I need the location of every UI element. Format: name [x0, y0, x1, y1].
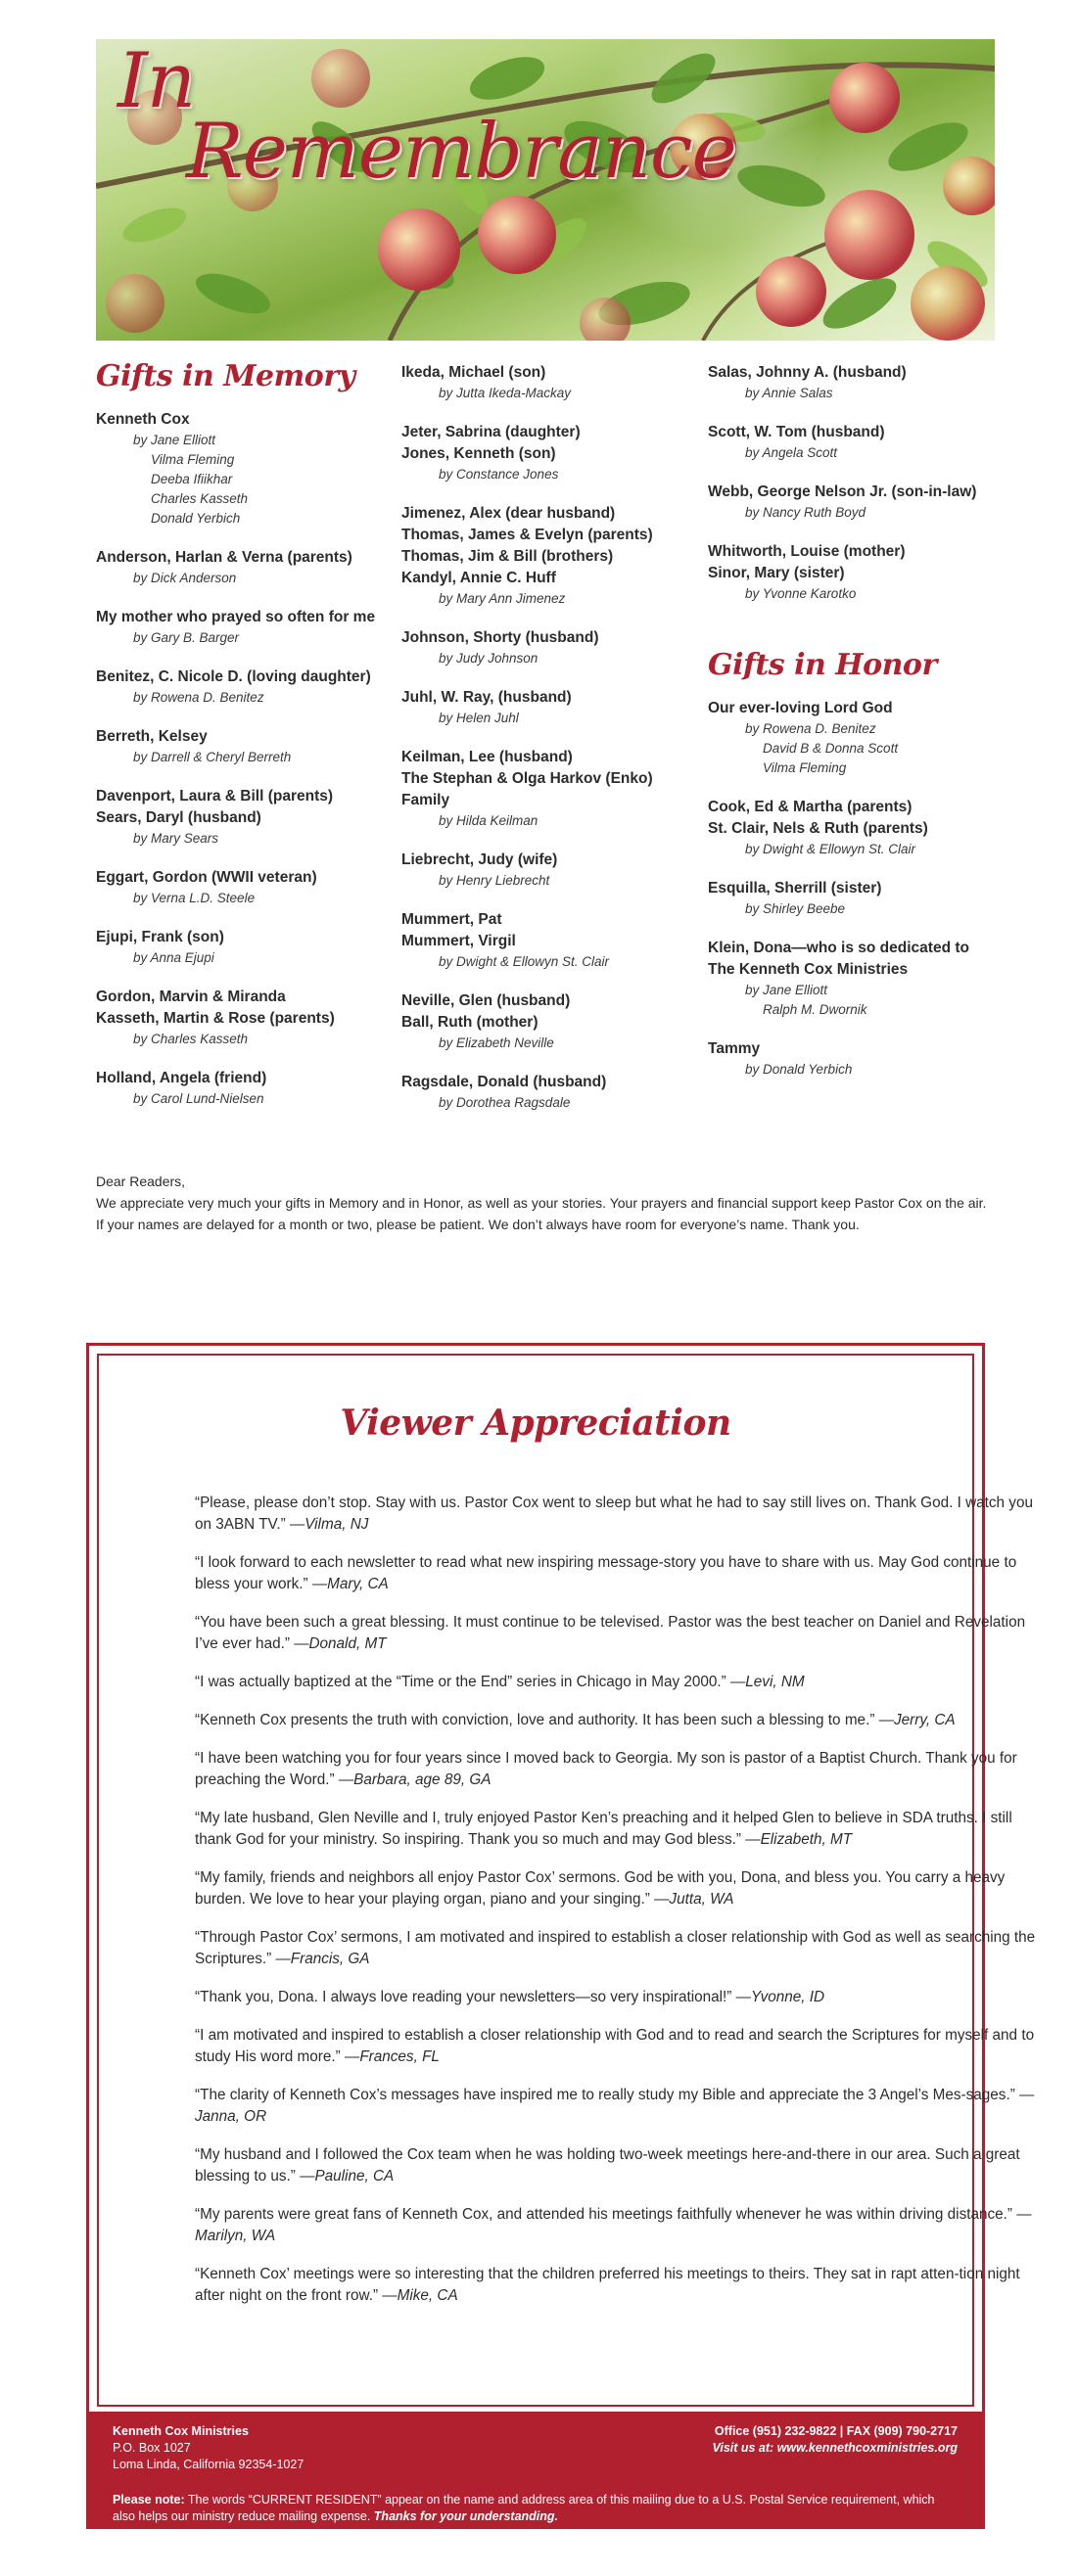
- quote-text: “My family, friends and neighbors all enjoy Pastor Cox’ sermons. God be with you, Dona, and bless you. You carry a heavy burden. We love to hear your playing organ, piano and your singing.”: [195, 1869, 1006, 1908]
- gift-entry: [708, 938, 1002, 1020]
- gift-donor-name: by Dwight & Ellowyn St. Clair: [745, 842, 916, 856]
- gift-donor-name: by Dorothea Ragsdale: [439, 1095, 571, 1110]
- quote-text: “Kenneth Cox’ meetings were so interesting that the children preferred his meetings to theirs. They sat in rapt atten-tion night after night on the front row.”: [195, 2266, 1020, 2304]
- gift-honoree-name: Kenneth Cox: [96, 411, 190, 428]
- gift-entry: [401, 1072, 695, 1113]
- gift-entry: [96, 987, 390, 1049]
- quote-author: —Mary, CA: [311, 1576, 389, 1592]
- gift-honoree-name: Holland, Angela (friend): [96, 1070, 267, 1086]
- quote-author: —Vilma, NJ: [289, 1516, 369, 1533]
- viewer-quote: [195, 1710, 1045, 1731]
- gift-honoree-name: Johnson, Shorty (husband): [401, 629, 599, 646]
- readers-salutation: Dear Readers,: [96, 1173, 186, 1189]
- quote-author: —Francis, GA: [275, 1951, 370, 1967]
- gift-entry: [708, 797, 1002, 859]
- gift-donor-name: by Verna L.D. Steele: [133, 891, 256, 905]
- gift-entry: [708, 482, 1002, 523]
- viewer-quote: [195, 1927, 1045, 1970]
- gift-honoree-name: Esquilla, Sherrill (sister): [708, 880, 882, 897]
- gift-additional-donor: Deeba Ifiikhar: [151, 472, 233, 486]
- gift-entry: [96, 927, 390, 968]
- gift-entry: [401, 747, 695, 831]
- gift-honoree-name: Tammy: [708, 1040, 761, 1057]
- gift-donor-name: by Gary B. Barger: [133, 630, 240, 645]
- gift-donor-name: by Judy Johnson: [439, 651, 538, 666]
- gift-donor-name: by Constance Jones: [439, 467, 559, 482]
- gift-donor-name: by Elizabeth Neville: [439, 1035, 554, 1050]
- gift-honoree-name: Davenport, Laura & Bill (parents): [96, 788, 334, 805]
- gift-honoree-name: My mother who prayed so often for me: [96, 609, 376, 625]
- viewer-quote: [195, 1612, 1045, 1655]
- gift-entry: [708, 698, 1002, 778]
- footer-note-text: The words “CURRENT RESIDENT” appear on the name and address area of this mailing due to a U.S. Postal Service requirement, which also helps our ministry reduce mailing expense.: [113, 2493, 935, 2523]
- quote-author: —Marilyn, WA: [195, 2206, 1032, 2244]
- gift-entry: [708, 422, 1002, 463]
- viewer-quote: [195, 1987, 1045, 2008]
- memory-column-1: [96, 359, 390, 1127]
- gift-entry: [96, 607, 390, 648]
- quote-author: —Janna, OR: [195, 2087, 1035, 2125]
- gift-honoree-name: Jones, Kenneth (son): [401, 445, 556, 462]
- quote-author: —Levi, NM: [729, 1674, 805, 1690]
- gifts-in-memory-heading: Gifts in Memory: [96, 359, 355, 393]
- gift-additional-donor: Vilma Fleming: [151, 452, 235, 467]
- gift-donor-name: by Jane Elliott: [745, 983, 828, 997]
- footer-phone: Office (951) 232-9822 | FAX (909) 790-2717: [714, 2424, 958, 2438]
- gift-entry: [96, 867, 390, 908]
- banner-title-line2: Remembrance: [186, 108, 736, 196]
- gift-donor-name: by Darrell & Cheryl Berreth: [133, 750, 292, 764]
- viewer-quote: [195, 2085, 1045, 2128]
- gift-honoree-name: Sears, Daryl (husband): [96, 809, 261, 826]
- memory-column-3: [708, 362, 1002, 1098]
- gift-entry: [401, 422, 695, 484]
- gift-honoree-name: Liebrecht, Judy (wife): [401, 851, 558, 868]
- gift-entry: [96, 409, 390, 529]
- gift-donor-name: by Mary Sears: [133, 831, 219, 846]
- gift-entry: [96, 786, 390, 849]
- gift-donor-name: by Jutta Ikeda-Mackay: [439, 386, 572, 400]
- gift-donor-name: by Rowena D. Benitez: [133, 690, 264, 705]
- viewer-quote: [195, 1808, 1045, 1851]
- gift-honoree-name: Anderson, Harlan & Verna (parents): [96, 549, 352, 566]
- footer-note-thanks: Thanks for your understanding.: [373, 2509, 559, 2523]
- quote-text: “Please, please don’t stop. Stay with us. Pastor Cox went to sleep but what he had to say still lives on. Thank God. I watch you on 3ABN TV.”: [195, 1495, 1033, 1533]
- gift-donor-name: by Anna Ejupi: [133, 950, 214, 965]
- gift-additional-donor: Donald Yerbich: [151, 511, 241, 526]
- quote-author: —Jutta, WA: [654, 1891, 734, 1908]
- quote-author: —Frances, FL: [345, 2048, 440, 2065]
- viewer-appreciation-title: Viewer Appreciation: [340, 1403, 731, 1444]
- footer-org-name: Kenneth Cox Ministries: [113, 2424, 249, 2438]
- viewer-quote: [195, 1672, 1045, 1693]
- gift-honoree-name: Ball, Ruth (mother): [401, 1014, 538, 1031]
- quote-text: “I was actually baptized at the “Time or the End” series in Chicago in May 2000.”: [195, 1674, 730, 1690]
- gift-donor-name: by Donald Yerbich: [745, 1062, 853, 1077]
- quote-author: —Elizabeth, MT: [745, 1831, 853, 1848]
- viewer-quote: [195, 1493, 1045, 1536]
- footer-address-line2: Loma Linda, California 92354-1027: [113, 2458, 304, 2471]
- gift-entry: [401, 909, 695, 972]
- gift-donor-name: by Carol Lund-Nielsen: [133, 1091, 264, 1106]
- gift-entry: [96, 1068, 390, 1109]
- gift-additional-donor: David B & Donna Scott: [763, 741, 899, 756]
- gift-donor-name: by Annie Salas: [745, 386, 833, 400]
- gift-honoree-name: Scott, W. Tom (husband): [708, 424, 885, 440]
- gift-honoree-name: Mummert, Virgil: [401, 933, 516, 949]
- quote-text: “I have been watching you for four years since I moved back to Georgia. My son is pastor of a Baptist Church. Thank you for preaching the Word.”: [195, 1750, 1017, 1788]
- quote-text: “Thank you, Dona. I always love reading your newsletters—so very inspirational!”: [195, 1989, 736, 2005]
- gift-additional-donor: Ralph M. Dwornik: [763, 1002, 867, 1017]
- readers-body: We appreciate very much your gifts in Memory and in Honor, as well as your stories. Your prayers and financial support keep Pastor Cox on the air. If your names are delayed for a month or two, please be patient. We don’t always have room for everyone’s name. Thank you.: [96, 1195, 987, 1232]
- gift-entry: [401, 627, 695, 668]
- quote-text: “My late husband, Glen Neville and I, truly enjoyed Pastor Ken’s preaching and it helped Glen to believe in SDA truths. I still thank God for your ministry. So inspiring. Thank you so much and may God bless.”: [195, 1810, 1012, 1848]
- gift-honoree-name: Family: [401, 792, 450, 808]
- gift-entry: [401, 990, 695, 1053]
- gift-entry: [708, 362, 1002, 403]
- gift-honoree-name: Keilman, Lee (husband): [401, 749, 573, 765]
- quote-text: “My parents were great fans of Kenneth Cox, and attended his meetings faithfully whenever he was within driving distance.”: [195, 2206, 1017, 2223]
- gift-additional-donor: Charles Kasseth: [151, 491, 249, 506]
- gift-honoree-name: Neville, Glen (husband): [401, 992, 571, 1009]
- quote-text: “My husband and I followed the Cox team when he was holding two-week meetings here-and-there in our area. Such a great blessing to us.”: [195, 2146, 1020, 2185]
- footer-address: [113, 2423, 304, 2473]
- gift-honoree-name: The Stephan & Olga Harkov (Enko): [401, 770, 653, 787]
- gift-entry: [96, 726, 390, 767]
- gift-entry: [401, 503, 695, 609]
- gift-honoree-name: Sinor, Mary (sister): [708, 565, 845, 581]
- gift-donor-name: by Dwight & Ellowyn St. Clair: [439, 954, 610, 969]
- viewer-quote: [195, 2204, 1045, 2247]
- viewer-quote: [195, 1867, 1045, 1910]
- viewer-quote: [195, 2144, 1045, 2187]
- footer-postal-note: [113, 2492, 955, 2525]
- gift-honoree-name: Mummert, Pat: [401, 911, 502, 928]
- gift-entry: [401, 362, 695, 403]
- quote-author: —Mike, CA: [382, 2287, 458, 2304]
- gift-entry: [708, 541, 1002, 604]
- gift-honoree-name: Whitworth, Louise (mother): [708, 543, 906, 560]
- quote-text: “You have been such a great blessing. It must continue to be televised. Pastor was the best teacher on Daniel and Revelation I’ve ever had.”: [195, 1614, 1026, 1652]
- gift-honoree-name: Kasseth, Martin & Rose (parents): [96, 1010, 335, 1027]
- gift-honoree-name: Benitez, C. Nicole D. (loving daughter): [96, 668, 371, 685]
- gift-honoree-name: Salas, Johnny A. (husband): [708, 364, 907, 381]
- memory-column-2: [401, 362, 695, 1131]
- gift-donor-name: by Dick Anderson: [133, 571, 237, 585]
- footer-address-line1: P.O. Box 1027: [113, 2441, 191, 2455]
- gift-donor-name: by Henry Liebrecht: [439, 873, 550, 888]
- quote-text: “Through Pastor Cox’ sermons, I am motivated and inspired to establish a closer relationship with God as well as searching the Scriptures.”: [195, 1929, 1036, 1967]
- quote-author: —Barbara, age 89, GA: [338, 1771, 492, 1788]
- quote-author: —Pauline, CA: [300, 2168, 395, 2185]
- gift-honoree-name: Ejupi, Frank (son): [96, 929, 224, 945]
- viewer-appreciation-box: [86, 1343, 1036, 2417]
- gift-donor-name: by Charles Kasseth: [133, 1032, 249, 1046]
- gift-entry: [708, 1038, 1002, 1080]
- gift-honoree-name: Thomas, James & Evelyn (parents): [401, 527, 653, 543]
- gift-additional-donor: Vilma Fleming: [763, 760, 847, 775]
- gift-honoree-name: Kandyl, Annie C. Huff: [401, 570, 556, 586]
- footer-bar: [86, 2412, 985, 2529]
- gift-donor-name: by Nancy Ruth Boyd: [745, 505, 866, 520]
- gift-honoree-name: Berreth, Kelsey: [96, 728, 208, 745]
- gift-honoree-name: Eggart, Gordon (WWII veteran): [96, 869, 317, 886]
- footer-contact: [712, 2423, 958, 2457]
- gift-entry: [96, 667, 390, 708]
- banner-title-line1: In: [117, 39, 196, 125]
- gift-honoree-name: Jimenez, Alex (dear husband): [401, 505, 616, 522]
- quote-author: —Yvonne, ID: [735, 1989, 825, 2005]
- gift-donor-name: by Yvonne Karotko: [745, 586, 857, 601]
- quote-text: “I am motivated and inspired to establish a closer relationship with God and to read and search the Scriptures for myself and to study His word more.”: [195, 2027, 1035, 2065]
- gift-honoree-name: The Kenneth Cox Ministries: [708, 961, 909, 978]
- gift-entry: [401, 850, 695, 891]
- banner-title: [117, 39, 736, 196]
- footer-note-label: Please note:: [113, 2493, 185, 2507]
- footer-website-link[interactable]: www.kennethcoxministries.org: [776, 2441, 958, 2455]
- gift-honoree-name: Gordon, Marvin & Miranda: [96, 989, 286, 1005]
- gift-donor-name: by Mary Ann Jimenez: [439, 591, 566, 606]
- gift-honoree-name: Juhl, W. Ray, (husband): [401, 689, 572, 706]
- gift-honoree-name: Thomas, Jim & Bill (brothers): [401, 548, 614, 565]
- gift-entry: [401, 687, 695, 728]
- gift-honoree-name: Ragsdale, Donald (husband): [401, 1074, 607, 1090]
- gift-honoree-name: Ikeda, Michael (son): [401, 364, 546, 381]
- gift-honoree-name: Jeter, Sabrina (daughter): [401, 424, 581, 440]
- footer-visit-label: Visit us at:: [712, 2441, 777, 2455]
- gift-donor-name: by Jane Elliott: [133, 433, 216, 447]
- gift-donor-name: by Rowena D. Benitez: [745, 721, 876, 736]
- remembrance-banner: [96, 39, 995, 341]
- viewer-quote: [195, 2025, 1045, 2068]
- gifts-in-honor-heading: Gifts in Honor: [708, 648, 937, 682]
- quote-author: —Jerry, CA: [878, 1712, 956, 1728]
- gift-honoree-name: Our ever-loving Lord God: [708, 700, 893, 716]
- quote-text: “I look forward to each newsletter to read what new inspiring message-story you have to share with us. May God continue to bless your work.”: [195, 1554, 1017, 1592]
- gift-honoree-name: St. Clair, Nels & Ruth (parents): [708, 820, 928, 837]
- gift-donor-name: by Shirley Beebe: [745, 901, 846, 916]
- viewer-quote: [195, 1748, 1045, 1791]
- gift-donor-name: by Angela Scott: [745, 445, 838, 460]
- viewer-quote: [195, 2264, 1045, 2307]
- quote-author: —Donald, MT: [294, 1635, 387, 1652]
- viewer-quote: [195, 1552, 1045, 1595]
- gift-entry: [96, 547, 390, 588]
- quote-list: [195, 1493, 1045, 2323]
- gift-honoree-name: Klein, Dona—who is so dedicated to: [708, 940, 969, 956]
- gift-entry: [708, 878, 1002, 919]
- readers-note: [96, 1171, 997, 1235]
- quote-text: “Kenneth Cox presents the truth with conviction, love and authority. It has been such a blessing to me.”: [195, 1712, 879, 1728]
- gift-honoree-name: Cook, Ed & Martha (parents): [708, 799, 913, 815]
- gift-donor-name: by Hilda Keilman: [439, 813, 538, 828]
- gift-honoree-name: Webb, George Nelson Jr. (son-in-law): [708, 483, 977, 500]
- gift-donor-name: by Helen Juhl: [439, 711, 519, 725]
- quote-text: “The clarity of Kenneth Cox’s messages have inspired me to really study my Bible and appreciate the 3 Angel’s Mes-sages.”: [195, 2087, 1020, 2103]
